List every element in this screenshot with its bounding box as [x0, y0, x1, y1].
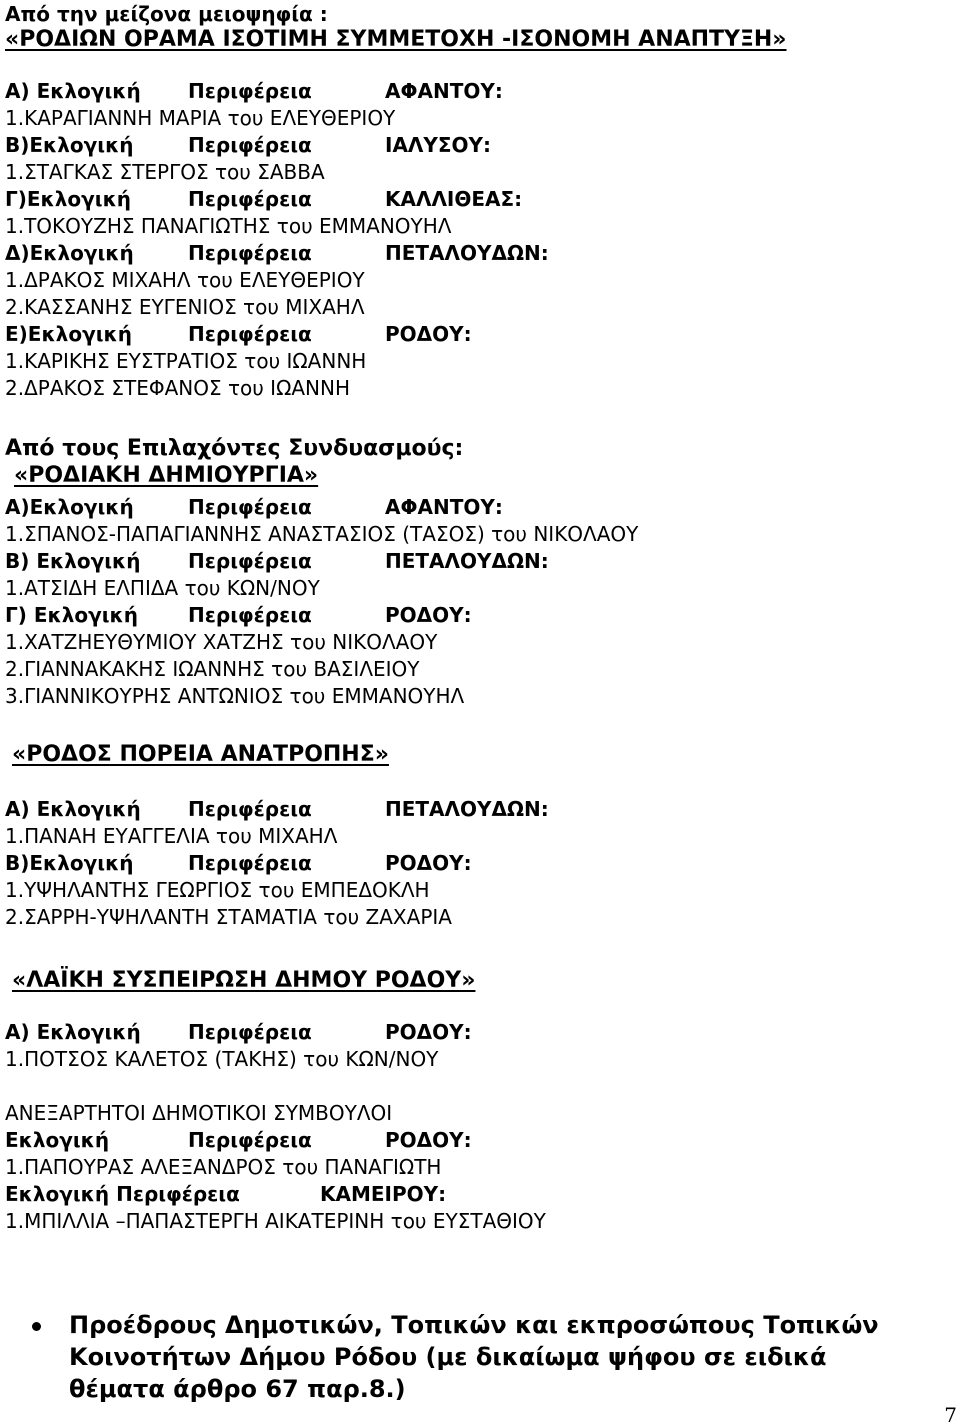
candidate: 1.ΠΑΠΟΥΡΑΣ ΑΛΕΞΑΝΔΡΟΣ του ΠΑΝΑΓΙΩΤΗ: [5, 1155, 442, 1179]
page-number: 7: [944, 1403, 957, 1427]
candidate: 1.ΤΟΚΟΥΖΗΣ ΠΑΝΑΓΙΩΤΗΣ του ΕΜΜΑΝΟΥΗΛ: [5, 214, 452, 238]
candidate: 2.ΚΑΣΣΑΝΗΣ ΕΥΓΕΝΙΟΣ του ΜΙΧΑΗΛ: [5, 295, 365, 319]
party-title-laiki-syspeirosi: «ΛΑΪΚΗ ΣΥΣΠΕΙΡΩΣΗ ΔΗΜΟΥ ΡΟΔΟΥ»: [12, 968, 476, 993]
bullet-line: Κοινοτήτων Δήμου Ρόδου (με δικαίωμα ψήφου σε ειδικά: [69, 1343, 827, 1371]
candidate: 1.ΠΟΤΣΟΣ ΚΑΛΕΤΟΣ (ΤΑΚΗΣ) του ΚΩΝ/ΝΟΥ: [5, 1047, 439, 1071]
independents-title: ΑΝΕΞΑΡΤΗΤΟΙ ΔΗΜΟΤΙΚΟΙ ΣΥΜΒΟΥΛΟΙ: [5, 1101, 393, 1125]
runners-up-label: Από τους Επιλαχόντες Συνδυασμούς:: [5, 436, 464, 461]
intro-label: Από την μείζονα μειοψηφία :: [5, 2, 328, 26]
candidate: 1.ΠΑΝΑΗ ΕΥΑΓΓΕΛΙΑ του ΜΙΧΑΗΛ: [5, 824, 338, 848]
party-title-rodos-poreia: «ΡΟΔΟΣ ΠΟΡΕΙΑ ΑΝΑΤΡΟΠΗΣ»: [12, 742, 389, 767]
candidate: 2.ΔΡΑΚΟΣ ΣΤΕΦΑΝΟΣ του ΙΩΑΝΝΗ: [5, 376, 350, 400]
bullet-icon: [32, 1322, 41, 1331]
candidate: 3.ΓΙΑΝΝΙΚΟΥΡΗΣ ΑΝΤΩΝΙΟΣ του ΕΜΜΑΝΟΥΗΛ: [5, 684, 465, 708]
candidate: 1.ΑΤΣΙΔΗ ΕΛΠΙΔΑ του ΚΩΝ/ΝΟΥ: [5, 576, 320, 600]
candidate: 1.ΚΑΡΑΓΙΑΝΝΗ ΜΑΡΙΑ του ΕΛΕΥΘΕΡΙΟΥ: [5, 106, 396, 130]
bullet-line: Προέδρους Δημοτικών, Τοπικών και εκπροσώπους Τοπικών: [69, 1311, 879, 1339]
candidate: 1.ΚΑΡΙΚΗΣ ΕΥΣΤΡΑΤΙΟΣ του ΙΩΑΝΝΗ: [5, 349, 367, 373]
party-title-rodion-orama: «ΡΟΔΙΩΝ ΟΡΑΜΑ ΙΣΟΤΙΜΗ ΣΥΜΜΕΤΟΧΗ -ΙΣΟΝΟΜΗ ΑΝΑΠΤΥΞΗ»: [5, 27, 787, 52]
candidate: 1.ΧΑΤΖΗΕΥΘΥΜΙΟΥ ΧΑΤΖΗΣ του ΝΙΚΟΛΑΟΥ: [5, 630, 438, 654]
candidate: 1.ΥΨΗΛΑΝΤΗΣ ΓΕΩΡΓΙΟΣ του ΕΜΠΕΔΟΚΛΗ: [5, 878, 430, 902]
candidate: 2.ΣΑΡΡΗ-ΥΨΗΛΑΝΤΗ ΣΤΑΜΑΤΙΑ του ΖΑΧΑΡΙΑ: [5, 905, 452, 929]
candidate: 1.ΣΠΑΝΟΣ-ΠΑΠΑΓΙΑΝΝΗΣ ΑΝΑΣΤΑΣΙΟΣ (ΤΑΣΟΣ) του ΝΙΚΟΛΑΟΥ: [5, 522, 639, 546]
candidate: 1.ΔΡΑΚΟΣ ΜΙΧΑΗΛ του ΕΛΕΥΘΕΡΙΟΥ: [5, 268, 365, 292]
candidate: 1.ΜΠΙΛΛΙΑ –ΠΑΠΑΣΤΕΡΓΗ ΑΙΚΑΤΕΡΙΝΗ του ΕΥΣΤΑΘΙΟΥ: [5, 1209, 546, 1233]
party-title-rodiaki-dimiourgia: «ΡΟΔΙΑΚΗ ΔΗΜΙΟΥΡΓΙΑ»: [14, 463, 319, 488]
candidate: 2.ΓΙΑΝΝΑΚΑΚΗΣ ΙΩΑΝΝΗΣ του ΒΑΣΙΛΕΙΟΥ: [5, 657, 420, 681]
bullet-line: θέματα άρθρο 67 παρ.8.): [69, 1375, 406, 1403]
candidate: 1.ΣΤΑΓΚΑΣ ΣΤΕΡΓΟΣ του ΣΑΒΒΑ: [5, 160, 325, 184]
